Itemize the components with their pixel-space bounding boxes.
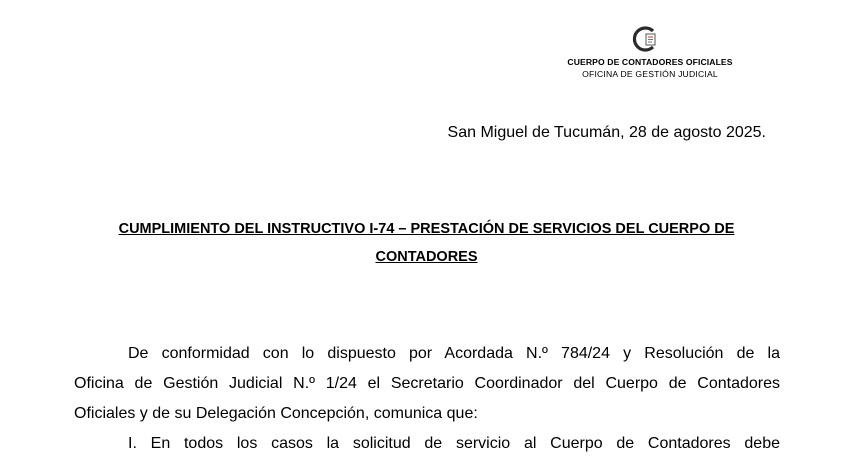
document-title-line-1: CUMPLIMIENTO DEL INSTRUCTIVO I-74 – PRESTACIÓN DE SERVICIOS DEL CUERPO DE: [118, 221, 735, 237]
body-paragraph-line-2: Oficina de Gestión Judicial N.º 1/24 el Secretario Coordinador del Cuerpo de Contadores: [74, 375, 780, 392]
document-title-line-2: CONTADORES: [375, 249, 478, 265]
body-paragraph-line-4: I. En todos los casos la solicitud de servicio al Cuerpo de Contadores debe: [128, 435, 780, 452]
document-c-logo-icon: [631, 24, 661, 54]
body-paragraph-line-3: Oficiales y de su Delegación Concepción, comunica que:: [74, 405, 478, 422]
date-line: San Miguel de Tucumán, 28 de agosto 2025.: [447, 124, 766, 141]
letterhead-office: OFICINA DE GESTIÓN JUDICIAL: [582, 69, 718, 79]
letterhead-organization: CUERPO DE CONTADORES OFICIALES: [567, 57, 733, 67]
letterhead: [555, 24, 745, 84]
body-paragraph-line-1: De conformidad con lo dispuesto por Acordada N.º 784/24 y Resolución de la: [128, 345, 780, 362]
